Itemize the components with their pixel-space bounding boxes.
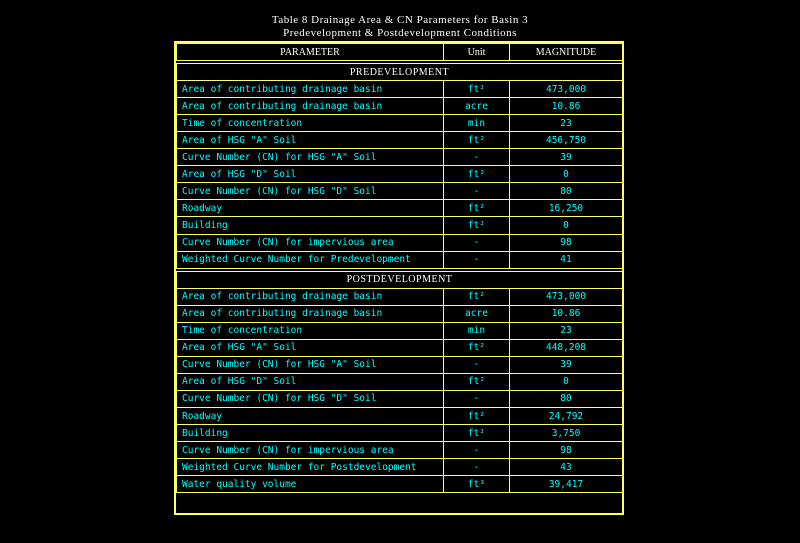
unit-cell: - xyxy=(444,149,510,166)
magnitude-cell: 98 xyxy=(510,442,623,459)
parameter-cell: Area of contributing drainage basin xyxy=(177,288,444,305)
magnitude-cell: 43 xyxy=(510,459,623,476)
unit-cell: - xyxy=(444,459,510,476)
parameter-cell: Area of HSG "A" Soil xyxy=(177,132,444,149)
unit-cell: - xyxy=(444,183,510,200)
magnitude-cell: 473,000 xyxy=(510,81,623,98)
table-row xyxy=(177,217,623,234)
magnitude-cell: 23 xyxy=(510,115,623,132)
magnitude-cell: 98 xyxy=(510,234,623,251)
unit-cell: min xyxy=(444,115,510,132)
table-row xyxy=(177,183,623,200)
header-row xyxy=(177,44,623,61)
table-row xyxy=(177,390,623,407)
unit-cell: - xyxy=(444,442,510,459)
table-row xyxy=(177,339,623,356)
table-subtitle: Predevelopment & Postdevelopment Conditions xyxy=(283,27,517,39)
parameter-cell: Area of HSG "D" Soil xyxy=(177,373,444,390)
magnitude-cell: 10.86 xyxy=(510,305,623,322)
parameter-table-frame xyxy=(174,41,624,515)
section-header-postdevelopment xyxy=(177,271,623,288)
table-row xyxy=(177,200,623,217)
postdevelopment-rows xyxy=(177,288,623,493)
table-row xyxy=(177,425,623,442)
parameter-cell: Weighted Curve Number for Predevelopment xyxy=(177,251,444,268)
parameter-cell: Curve Number (CN) for impervious area xyxy=(177,442,444,459)
unit-cell: - xyxy=(444,356,510,373)
unit-cell: ft² xyxy=(444,407,510,424)
table-row xyxy=(177,149,623,166)
parameter-cell: Water quality volume xyxy=(177,476,444,493)
magnitude-cell: 0 xyxy=(510,217,623,234)
table-title: Table 8 Drainage Area & CN Parameters for Basin 3 xyxy=(271,14,529,26)
header-magnitude: MAGNITUDE xyxy=(510,44,623,61)
unit-cell: ft² xyxy=(444,339,510,356)
table-row xyxy=(177,115,623,132)
section-label: PREDEVELOPMENT xyxy=(177,64,623,81)
unit-cell: min xyxy=(444,322,510,339)
magnitude-cell: 473,000 xyxy=(510,288,623,305)
magnitude-cell: 456,750 xyxy=(510,132,623,149)
section-break xyxy=(177,268,623,288)
unit-cell: ft³ xyxy=(444,476,510,493)
parameter-cell: Area of HSG "D" Soil xyxy=(177,166,444,183)
table-row xyxy=(177,305,623,322)
unit-cell: ft² xyxy=(444,132,510,149)
unit-cell: ft² xyxy=(444,288,510,305)
magnitude-cell: 39 xyxy=(510,356,623,373)
table-row xyxy=(177,322,623,339)
table-row xyxy=(177,251,623,268)
parameter-cell: Area of HSG "A" Soil xyxy=(177,339,444,356)
parameter-cell: Curve Number (CN) for HSG "D" Soil xyxy=(177,390,444,407)
unit-cell: - xyxy=(444,251,510,268)
unit-cell: - xyxy=(444,234,510,251)
magnitude-cell: 448,208 xyxy=(510,339,623,356)
header-parameter: PARAMETER xyxy=(177,44,444,61)
table-row xyxy=(177,166,623,183)
parameter-cell: Curve Number (CN) for HSG "A" Soil xyxy=(177,149,444,166)
parameter-cell: Roadway xyxy=(177,200,444,217)
magnitude-cell: 0 xyxy=(510,373,623,390)
table-row xyxy=(177,132,623,149)
parameter-cell: Curve Number (CN) for HSG "D" Soil xyxy=(177,183,444,200)
predevelopment-rows xyxy=(177,81,623,269)
magnitude-cell: 3,750 xyxy=(510,425,623,442)
parameter-cell: Time of concentration xyxy=(177,322,444,339)
parameter-cell: Weighted Curve Number for Postdevelopment xyxy=(177,459,444,476)
parameter-cell: Area of contributing drainage basin xyxy=(177,98,444,115)
magnitude-cell: 41 xyxy=(510,251,623,268)
parameter-cell: Time of concentration xyxy=(177,115,444,132)
table-row xyxy=(177,288,623,305)
parameter-cell: Curve Number (CN) for impervious area xyxy=(177,234,444,251)
parameter-cell: Roadway xyxy=(177,407,444,424)
unit-cell: acre xyxy=(444,305,510,322)
section-header-predevelopment xyxy=(177,64,623,81)
parameter-cell: Building xyxy=(177,217,444,234)
table-row xyxy=(177,442,623,459)
unit-cell: ft² xyxy=(444,200,510,217)
table-row xyxy=(177,407,623,424)
table-body xyxy=(177,61,623,81)
unit-cell: ft² xyxy=(444,166,510,183)
unit-cell: acre xyxy=(444,98,510,115)
magnitude-cell: 80 xyxy=(510,390,623,407)
parameter-table xyxy=(176,43,623,493)
section-label: POSTDEVELOPMENT xyxy=(177,271,623,288)
unit-cell: ft² xyxy=(444,373,510,390)
table-row xyxy=(177,234,623,251)
magnitude-cell: 0 xyxy=(510,166,623,183)
table-row xyxy=(177,459,623,476)
magnitude-cell: 80 xyxy=(510,183,623,200)
magnitude-cell: 24,792 xyxy=(510,407,623,424)
unit-cell: ft² xyxy=(444,81,510,98)
table-row xyxy=(177,356,623,373)
unit-cell: ft² xyxy=(444,217,510,234)
table-row xyxy=(177,476,623,493)
magnitude-cell: 16,250 xyxy=(510,200,623,217)
table-row xyxy=(177,81,623,98)
table-row xyxy=(177,373,623,390)
parameter-cell: Area of contributing drainage basin xyxy=(177,81,444,98)
unit-cell: ft² xyxy=(444,425,510,442)
magnitude-cell: 23 xyxy=(510,322,623,339)
unit-cell: - xyxy=(444,390,510,407)
parameter-cell: Building xyxy=(177,425,444,442)
header-unit: Unit xyxy=(444,44,510,61)
magnitude-cell: 10.86 xyxy=(510,98,623,115)
magnitude-cell: 39 xyxy=(510,149,623,166)
magnitude-cell: 39,417 xyxy=(510,476,623,493)
table-row xyxy=(177,98,623,115)
parameter-cell: Curve Number (CN) for HSG "A" Soil xyxy=(177,356,444,373)
parameter-cell: Area of contributing drainage basin xyxy=(177,305,444,322)
